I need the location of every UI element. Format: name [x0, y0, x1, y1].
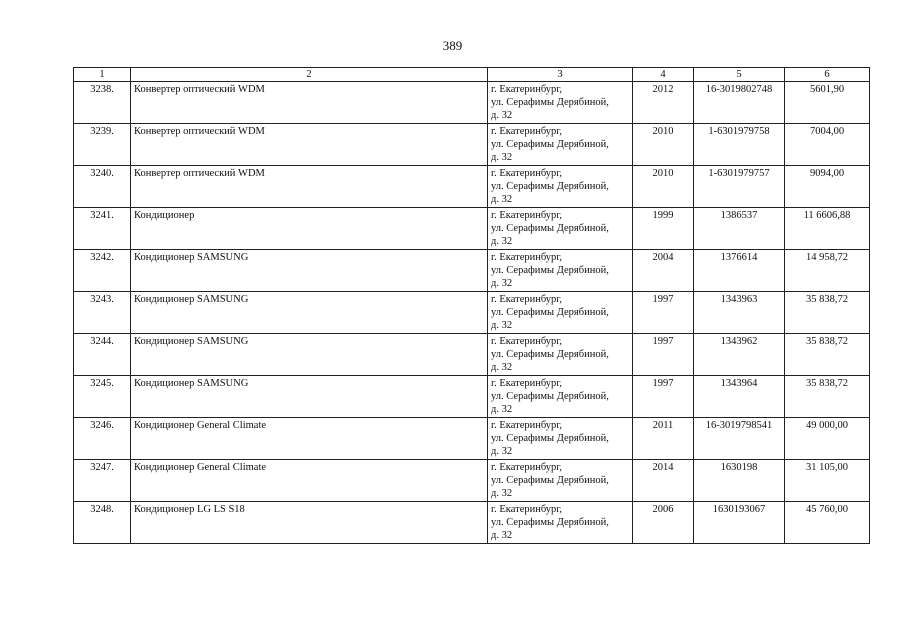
year-cell: 2010 [633, 124, 694, 166]
address-cell [488, 460, 633, 502]
year-cell: 2014 [633, 460, 694, 502]
address-line: ул. Серафимы Дерябиной, [491, 475, 609, 486]
table-row [74, 208, 870, 250]
inventory-number-cell: 1376614 [694, 250, 785, 292]
address-cell [488, 208, 633, 250]
address-line: г. Екатеринбург, [491, 252, 563, 263]
address-line: г. Екатеринбург, [491, 126, 563, 137]
address-line: ул. Серафимы Дерябиной, [491, 391, 609, 402]
column-header: 6 [785, 68, 870, 82]
address-line: ул. Серафимы Дерябиной, [491, 307, 609, 318]
item-name-cell: Кондиционер LG LS S18 [131, 502, 488, 544]
item-name-cell: Кондиционер General Climate [131, 460, 488, 502]
row-number-cell: 3246. [74, 418, 131, 460]
year-cell: 2004 [633, 250, 694, 292]
cost-cell: 31 105,00 [785, 460, 870, 502]
item-name-cell: Кондиционер SAMSUNG [131, 334, 488, 376]
address-line: ул. Серафимы Дерябиной, [491, 181, 609, 192]
address-line: д. 32 [491, 404, 513, 415]
address-line: ул. Серафимы Дерябиной, [491, 517, 609, 528]
table-row [74, 334, 870, 376]
inventory-number-cell: 1343964 [694, 376, 785, 418]
table-row [74, 418, 870, 460]
year-cell: 2010 [633, 166, 694, 208]
address-line: г. Екатеринбург, [491, 504, 563, 515]
item-name-cell: Конвертер оптический WDM [131, 166, 488, 208]
row-number-cell: 3239. [74, 124, 131, 166]
item-name-cell: Кондиционер SAMSUNG [131, 292, 488, 334]
year-cell: 2012 [633, 82, 694, 124]
address-line: ул. Серафимы Дерябиной, [491, 349, 609, 360]
address-line: г. Екатеринбург, [491, 420, 563, 431]
cost-cell: 5601,90 [785, 82, 870, 124]
table-row [74, 292, 870, 334]
address-line: д. 32 [491, 446, 513, 457]
inventory-number-cell: 16-3019802748 [694, 82, 785, 124]
address-line: ул. Серафимы Дерябиной, [491, 223, 609, 234]
inventory-number-cell: 16-3019798541 [694, 418, 785, 460]
column-header: 4 [633, 68, 694, 82]
address-line: д. 32 [491, 362, 513, 373]
year-cell: 2006 [633, 502, 694, 544]
address-line: ул. Серафимы Дерябиной, [491, 97, 609, 108]
row-number-cell: 3241. [74, 208, 131, 250]
column-header: 1 [74, 68, 131, 82]
address-cell [488, 82, 633, 124]
table-row [74, 82, 870, 124]
year-cell: 1997 [633, 376, 694, 418]
address-line: д. 32 [491, 530, 513, 541]
address-cell [488, 502, 633, 544]
table-header-row [74, 68, 870, 82]
address-line: г. Екатеринбург, [491, 210, 563, 221]
address-line: д. 32 [491, 278, 513, 289]
address-line: д. 32 [491, 236, 513, 247]
row-number-cell: 3245. [74, 376, 131, 418]
address-line: д. 32 [491, 320, 513, 331]
inventory-number-cell: 1-6301979757 [694, 166, 785, 208]
item-name-cell: Конвертер оптический WDM [131, 124, 488, 166]
address-cell [488, 376, 633, 418]
address-line: д. 32 [491, 110, 513, 121]
inventory-number-cell: 1343963 [694, 292, 785, 334]
cost-cell: 49 000,00 [785, 418, 870, 460]
year-cell: 1997 [633, 334, 694, 376]
year-cell: 1999 [633, 208, 694, 250]
table-row [74, 124, 870, 166]
address-line: г. Екатеринбург, [491, 294, 563, 305]
row-number-cell: 3238. [74, 82, 131, 124]
table-row [74, 166, 870, 208]
year-cell: 1997 [633, 292, 694, 334]
item-name-cell: Конвертер оптический WDM [131, 82, 488, 124]
item-name-cell: Кондиционер [131, 208, 488, 250]
cost-cell: 35 838,72 [785, 334, 870, 376]
cost-cell: 9094,00 [785, 166, 870, 208]
cost-cell: 45 760,00 [785, 502, 870, 544]
row-number-cell: 3242. [74, 250, 131, 292]
table-row [74, 460, 870, 502]
table-row [74, 250, 870, 292]
cost-cell: 11 6606,88 [785, 208, 870, 250]
address-cell [488, 334, 633, 376]
table-row [74, 376, 870, 418]
inventory-number-cell: 1386537 [694, 208, 785, 250]
cost-cell: 14 958,72 [785, 250, 870, 292]
inventory-number-cell: 1-6301979758 [694, 124, 785, 166]
table-row [74, 502, 870, 544]
inventory-number-cell: 1630198 [694, 460, 785, 502]
column-header: 3 [488, 68, 633, 82]
address-cell [488, 250, 633, 292]
address-cell [488, 292, 633, 334]
address-cell [488, 418, 633, 460]
row-number-cell: 3243. [74, 292, 131, 334]
address-cell [488, 124, 633, 166]
property-table [73, 67, 870, 544]
address-line: ул. Серафимы Дерябиной, [491, 139, 609, 150]
address-line: д. 32 [491, 488, 513, 499]
cost-cell: 7004,00 [785, 124, 870, 166]
address-line: г. Екатеринбург, [491, 462, 563, 473]
item-name-cell: Кондиционер SAMSUNG [131, 250, 488, 292]
row-number-cell: 3240. [74, 166, 131, 208]
year-cell: 2011 [633, 418, 694, 460]
address-line: г. Екатеринбург, [491, 336, 563, 347]
column-header: 5 [694, 68, 785, 82]
page-number: 389 [442, 38, 463, 53]
table-body [74, 82, 870, 544]
address-line: ул. Серафимы Дерябиной, [491, 265, 609, 276]
item-name-cell: Кондиционер SAMSUNG [131, 376, 488, 418]
row-number-cell: 3244. [74, 334, 131, 376]
row-number-cell: 3248. [74, 502, 131, 544]
address-line: ул. Серафимы Дерябиной, [491, 433, 609, 444]
inventory-number-cell: 1343962 [694, 334, 785, 376]
item-name-cell: Кондиционер General Climate [131, 418, 488, 460]
address-line: д. 32 [491, 152, 513, 163]
inventory-number-cell: 1630193067 [694, 502, 785, 544]
address-line: д. 32 [491, 194, 513, 205]
address-line: г. Екатеринбург, [491, 84, 563, 95]
cost-cell: 35 838,72 [785, 376, 870, 418]
address-line: г. Екатеринбург, [491, 378, 563, 389]
address-cell [488, 166, 633, 208]
column-header: 2 [131, 68, 488, 82]
row-number-cell: 3247. [74, 460, 131, 502]
cost-cell: 35 838,72 [785, 292, 870, 334]
address-line: г. Екатеринбург, [491, 168, 563, 179]
